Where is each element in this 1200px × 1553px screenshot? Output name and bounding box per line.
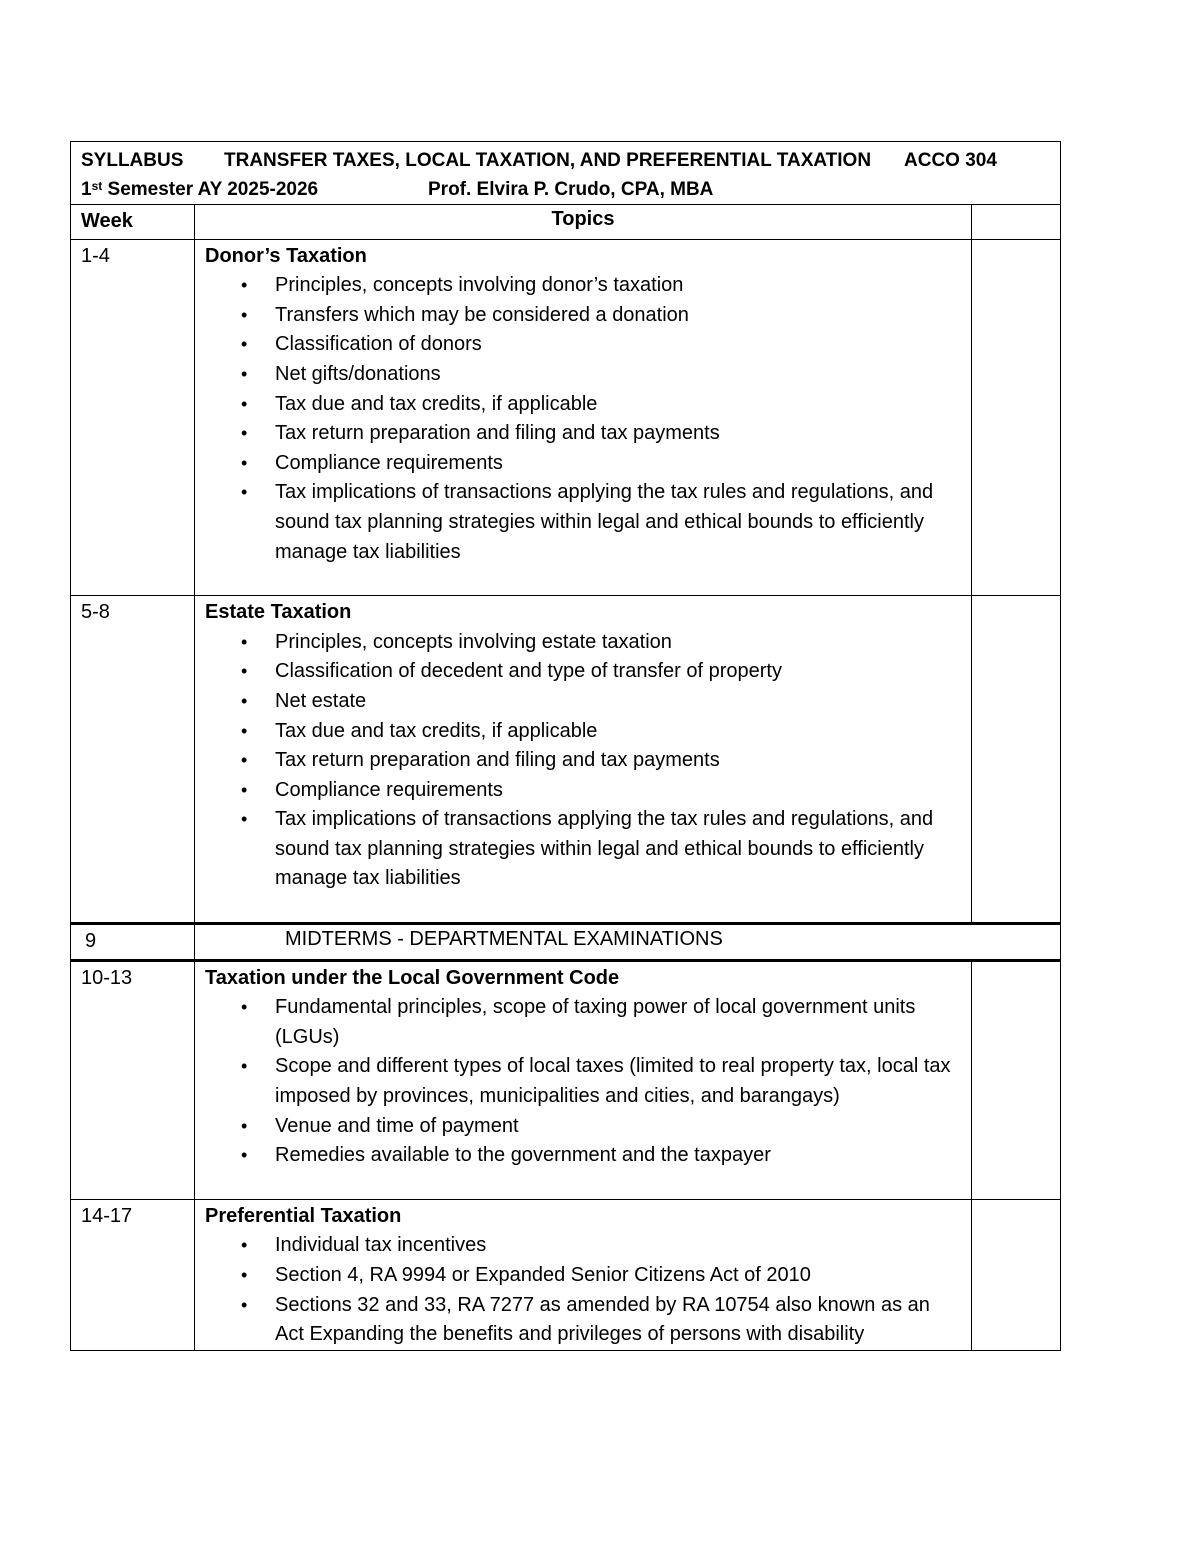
list-item: • Tax implications of transactions applying the tax rules and regulations, and sound tax planning strategies within legal and ethical bounds to efficiently manage tax liabilities (275, 805, 961, 894)
week-cell: 5-8 (71, 596, 195, 924)
list-item: • Remedies available to the government and the taxpayer (275, 1141, 961, 1171)
list-item: • Compliance requirements (275, 776, 961, 806)
topic-cell (195, 239, 972, 596)
list-item: • Tax due and tax credits, if applicable (275, 717, 961, 747)
topic-list (205, 993, 961, 1171)
list-item: • Classification of decedent and type of transfer of property (275, 657, 961, 687)
table-row (71, 239, 1061, 596)
topic-title: Preferential Taxation (205, 1204, 402, 1227)
week-cell: 1-4 (71, 239, 195, 596)
remarks-cell (972, 239, 1061, 596)
list-item: • Scope and different types of local taxes (limited to real property tax, local tax imposed by provinces, municipalities and cities, and barangays) (275, 1052, 961, 1111)
syllabus-table (70, 141, 1061, 1351)
list-item: • Principles, concepts involving estate taxation (275, 628, 961, 658)
column-header-topics: Topics (195, 205, 972, 240)
topic-title: Taxation under the Local Government Code (205, 966, 620, 989)
table-row (71, 1199, 1061, 1350)
list-item: • Sections 32 and 33, RA 7277 as amended by RA 10754 also known as an Act Expanding the benefits and privileges of persons with disability (275, 1291, 961, 1350)
header-line-2 (81, 175, 1050, 204)
header-row (71, 142, 1061, 205)
semester-text: Semester AY 2025-2026 (102, 179, 319, 200)
list-item: • Tax return preparation and filing and tax payments (275, 419, 961, 449)
course-title: TRANSFER TAXES, LOCAL TAXATION, AND PREFERENTIAL TAXATION (224, 150, 872, 171)
topic-cell (195, 960, 972, 1199)
semester-number: 1 (81, 179, 92, 200)
header-line-1 (81, 146, 1050, 175)
list-item: • Venue and time of payment (275, 1112, 961, 1142)
week-cell: 14-17 (71, 1199, 195, 1350)
topic-list (205, 271, 961, 567)
list-item: • Transfers which may be considered a donation (275, 301, 961, 331)
topic-cell (195, 596, 972, 924)
topic-title: Estate Taxation (205, 601, 352, 624)
list-item: • Tax implications of transactions applying the tax rules and regulations, and sound tax planning strategies within legal and ethical bounds to efficiently manage tax liabilities (275, 478, 961, 567)
header-cell (71, 142, 1061, 205)
topic-title: Donor’s Taxation (205, 244, 367, 267)
remarks-cell (972, 1199, 1061, 1350)
remarks-cell (972, 960, 1061, 1199)
table-row (71, 960, 1061, 1199)
course-code: ACCO 304 (904, 150, 997, 171)
list-item: • Classification of donors (275, 330, 961, 360)
topic-list (205, 1231, 961, 1349)
column-header-extra (972, 205, 1061, 240)
list-item: • Fundamental principles, scope of taxing power of local government units (LGUs) (275, 993, 961, 1052)
column-header-week: Week (71, 205, 195, 240)
list-item: • Section 4, RA 9994 or Expanded Senior Citizens Act of 2010 (275, 1261, 961, 1291)
list-item: • Tax return preparation and filing and tax payments (275, 746, 961, 776)
list-item: • Principles, concepts involving donor’s taxation (275, 271, 961, 301)
list-item: • Compliance requirements (275, 449, 961, 479)
semester-superscript: st (91, 179, 103, 193)
remarks-cell (972, 596, 1061, 924)
week-cell: 10-13 (71, 960, 195, 1199)
midterm-label: MIDTERMS - DEPARTMENTAL EXAMINATIONS (195, 924, 1061, 961)
professor-name: Prof. Elvira P. Crudo, CPA, MBA (428, 179, 714, 200)
list-item: • Individual tax incentives (275, 1231, 961, 1261)
topic-cell (195, 1199, 972, 1350)
midterm-row (71, 924, 1061, 961)
table-row (71, 596, 1061, 924)
list-item: • Net estate (275, 687, 961, 717)
list-item: • Tax due and tax credits, if applicable (275, 390, 961, 420)
column-header-row (71, 205, 1061, 240)
syllabus-label: SYLLABUS (81, 150, 184, 171)
topic-list (205, 628, 961, 894)
list-item: • Net gifts/donations (275, 360, 961, 390)
week-cell: 9 (71, 924, 195, 961)
